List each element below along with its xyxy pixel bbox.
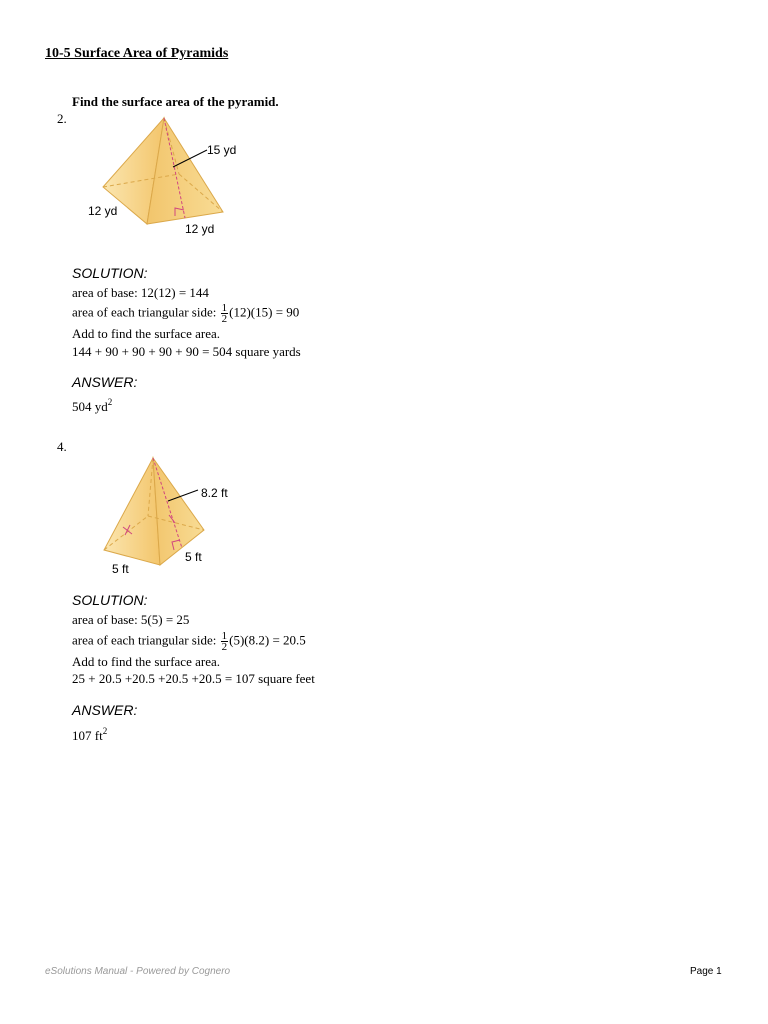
answer-value <box>72 398 112 416</box>
side-area-suffix: (12)(15) = 90 <box>229 304 300 320</box>
fraction-numerator: 1 <box>221 302 228 314</box>
footer-credit: eSolutions Manual - Powered by Cognero <box>45 966 231 977</box>
fraction-denominator: 2 <box>221 313 228 325</box>
base-area-line: area of base: 12(12) = 144 <box>72 285 209 300</box>
problem-number: 2. <box>57 111 67 126</box>
fraction-numerator: 1 <box>221 630 228 642</box>
slant-height-label: 8.2 ft <box>201 486 228 500</box>
side-label-left: 5 ft <box>112 562 129 576</box>
fraction <box>221 631 229 652</box>
fraction-denominator: 2 <box>221 641 228 653</box>
side-area-suffix: (5)(8.2) = 20.5 <box>229 632 306 648</box>
side-label-right: 12 yd <box>185 222 215 236</box>
answer-label: ANSWER: <box>72 374 138 390</box>
page-title: 10-5 Surface Area of Pyramids <box>45 46 229 61</box>
page-number: Page 1 <box>690 966 722 977</box>
sum-line: 144 + 90 + 90 + 90 + 90 = 504 square yards <box>72 344 301 359</box>
side-area-prefix: area of each triangular side: <box>72 304 220 320</box>
problem-number: 4. <box>57 439 67 454</box>
add-line: Add to find the surface area. <box>72 326 220 341</box>
side-label-right: 5 ft <box>185 550 202 564</box>
slant-height-label: 15 yd <box>207 143 237 157</box>
answer-text: 504 yd <box>72 399 108 414</box>
sum-line: 25 + 20.5 +20.5 +20.5 +20.5 = 107 square feet <box>72 671 315 686</box>
solution-label: SOLUTION: <box>72 265 148 281</box>
answer-label: ANSWER: <box>72 702 138 718</box>
fraction <box>221 303 229 324</box>
side-area-line <box>72 631 306 652</box>
add-line: Add to find the surface area. <box>72 654 220 669</box>
side-area-prefix: area of each triangular side: <box>72 632 220 648</box>
side-label-left: 12 yd <box>88 204 118 218</box>
answer-exponent: 2 <box>102 726 108 736</box>
solution-label: SOLUTION: <box>72 592 148 608</box>
side-area-line <box>72 303 299 324</box>
instruction: Find the surface area of the pyramid. <box>72 94 279 109</box>
answer-value <box>72 727 107 745</box>
base-area-line: area of base: 5(5) = 25 <box>72 612 190 627</box>
answer-text: 107 ft <box>72 728 103 743</box>
answer-exponent: 2 <box>107 397 113 407</box>
